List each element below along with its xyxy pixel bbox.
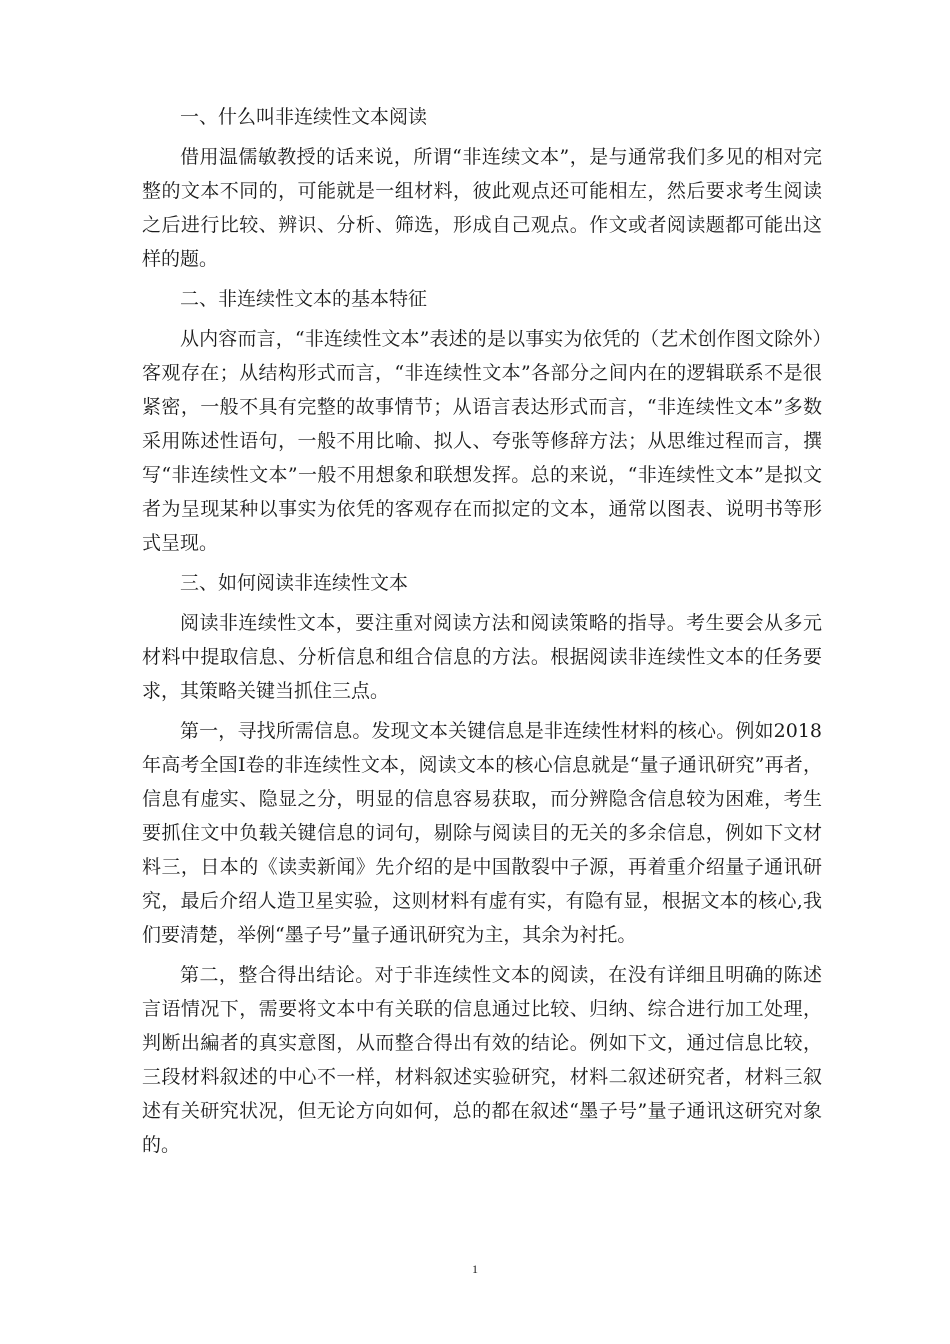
paragraph: 第一，寻找所需信息。发现文本关键信息是非连续性材料的核心。例如2018年高考全国Ⅰ卷的非连续性文本，阅读文本的核心信息就是“量子通讯研究”再者，信息有虚实、隐显之分，明显的信息容易获取，而分辨隐含信息较为困难，考生要抓住文中负载关键信息的词句，剔除与阅读目的无关的多余信息，例如下文材料三，日本的《读卖新闻》先介绍的是中国散裂中子源，再着重介绍量子通讯研究，最后介绍人造卫星实验，这则材料有虚有实，有隐有显，根据文本的核心,我们要清楚，举例“墨子号”量子通讯研究为主，其余为衬托。 [142, 720, 822, 946]
paragraph: 第二，整合得出结论。对于非连续性文本的阅读，在没有详细且明确的陈述言语情况下，需要将文本中有关联的信息通过比较、归纳、综合进行加工处理，判断出編者的真实意图，从而整合得出有效的结论。例如下文，通过信息比较，三段材料叙述的中心不一样，材料叙述实验研究，材料二叙述研究者，材料三叙述有关研究状况，但无论方向如何，总的都在叙述“墨子号”量子通讯这研究对象的。 [142, 964, 822, 1156]
section-3 [142, 566, 822, 1162]
section-heading: 二、非连续性文本的基本特征 [180, 288, 428, 310]
section-1 [142, 100, 822, 276]
page-number: 1 [472, 1262, 478, 1276]
paragraph: 从内容而言，“非连续性文本”表述的是以事实为依凭的（艺术创作图文除外）客观存在；从结构形式而言，“非连续性文本”各部分之间内在的逻辑联系不是很紧密，一般不具有完整的故事情节；从语言表达形式而言，“非连续性文本”多数采用陈述性语句，一般不用比喻、拟人、夸张等修辞方法；从思维过程而言，撰写“非连续性文本”一般不用想象和联想发挥。总的来说，“非连续性文本”是拟文者为呈现某种以事实为依凭的客观存在而拟定的文本，通常以图表、说明书等形式呈现。 [142, 328, 822, 554]
paragraph: 借用温儒敏教授的话来说，所谓“非连续文本”，是与通常我们多见的相对完整的文本不同的，可能就是一组材料，彼此观点还可能相左，然后要求考生阅读之后进行比较、辨识、分析、筛选，形成自己观点。作文或者阅读题都可能出这样的题。 [142, 146, 822, 270]
section-2 [142, 282, 822, 560]
document-body [142, 100, 822, 1168]
section-heading: 三、如何阅读非连续性文本 [180, 572, 409, 594]
section-heading: 一、什么叫非连续性文本阅读 [180, 106, 428, 128]
paragraph: 阅读非连续性文本，要注重对阅读方法和阅读策略的指导。考生要会从多元材料中提取信息、分析信息和组合信息的方法。根据阅读非连续性文本的任务要求，其策略关键当抓住三点。 [142, 612, 822, 702]
